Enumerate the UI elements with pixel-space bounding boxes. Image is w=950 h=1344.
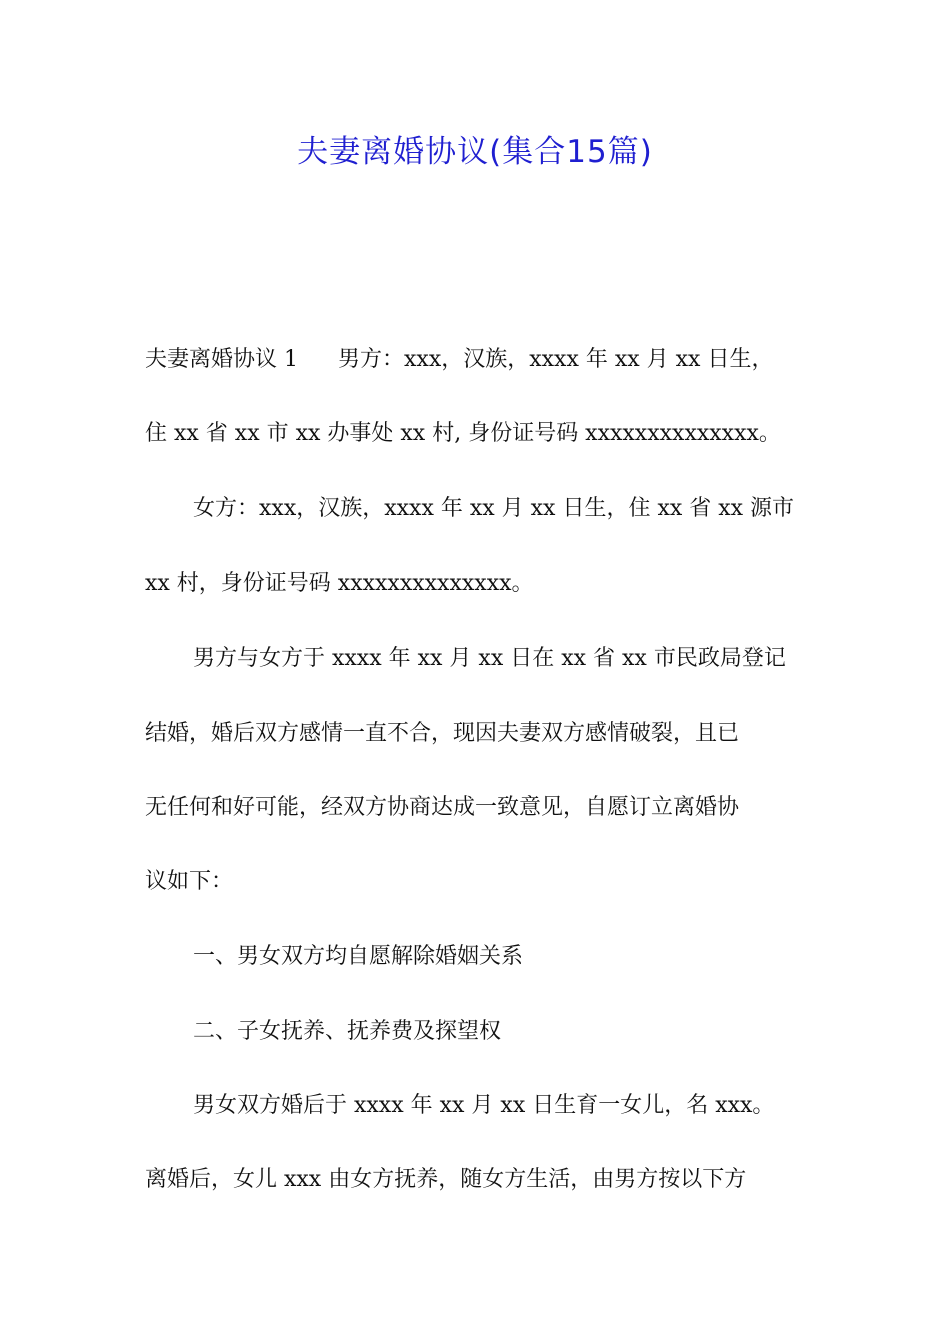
- agreement-heading: 夫妻离婚协议 1: [145, 347, 298, 372]
- paragraph-line-7: 无任何和好可能，经双方协商达成一致意见，自愿订立离婚协: [145, 795, 740, 820]
- document-title: 夫妻离婚协议(集合15篇): [297, 134, 653, 170]
- party-male-info: 男方：xxx，汉族，xxxx 年 xx 月 xx 日生，: [338, 347, 774, 372]
- paragraph-line-4: xx 村，身份证号码 xxxxxxxxxxxxxx。: [145, 571, 534, 596]
- paragraph-line-11: 男女双方婚后于 xxxx 年 xx 月 xx 日生育一女儿，名 xxx。: [193, 1093, 775, 1118]
- paragraph-line-6: 结婚，婚后双方感情一直不合，现因夫妻双方感情破裂，且已: [145, 721, 740, 746]
- section-heading-2: 二、子女抚养、抚养费及探望权: [193, 1019, 502, 1044]
- paragraph-line-1: [145, 340, 815, 380]
- paragraph-line-12: 离婚后，女儿 xxx 由女方抚养，随女方生活，由男方按以下方: [145, 1167, 747, 1192]
- paragraph-line-8: 议如下：: [145, 869, 234, 894]
- paragraph-line-3: 女方：xxx，汉族，xxxx 年 xx 月 xx 日生，住 xx 省 xx 源市: [193, 496, 795, 521]
- paragraph-line-2: 住 xx 省 xx 市 xx 办事处 xx 村, 身份证号码 xxxxxxxxxxxxxx。: [145, 421, 781, 446]
- section-heading-1: 一、男女双方均自愿解除婚姻关系: [193, 944, 524, 969]
- paragraph-line-5: 男方与女方于 xxxx 年 xx 月 xx 日在 xx 省 xx 市民政局登记: [193, 646, 786, 671]
